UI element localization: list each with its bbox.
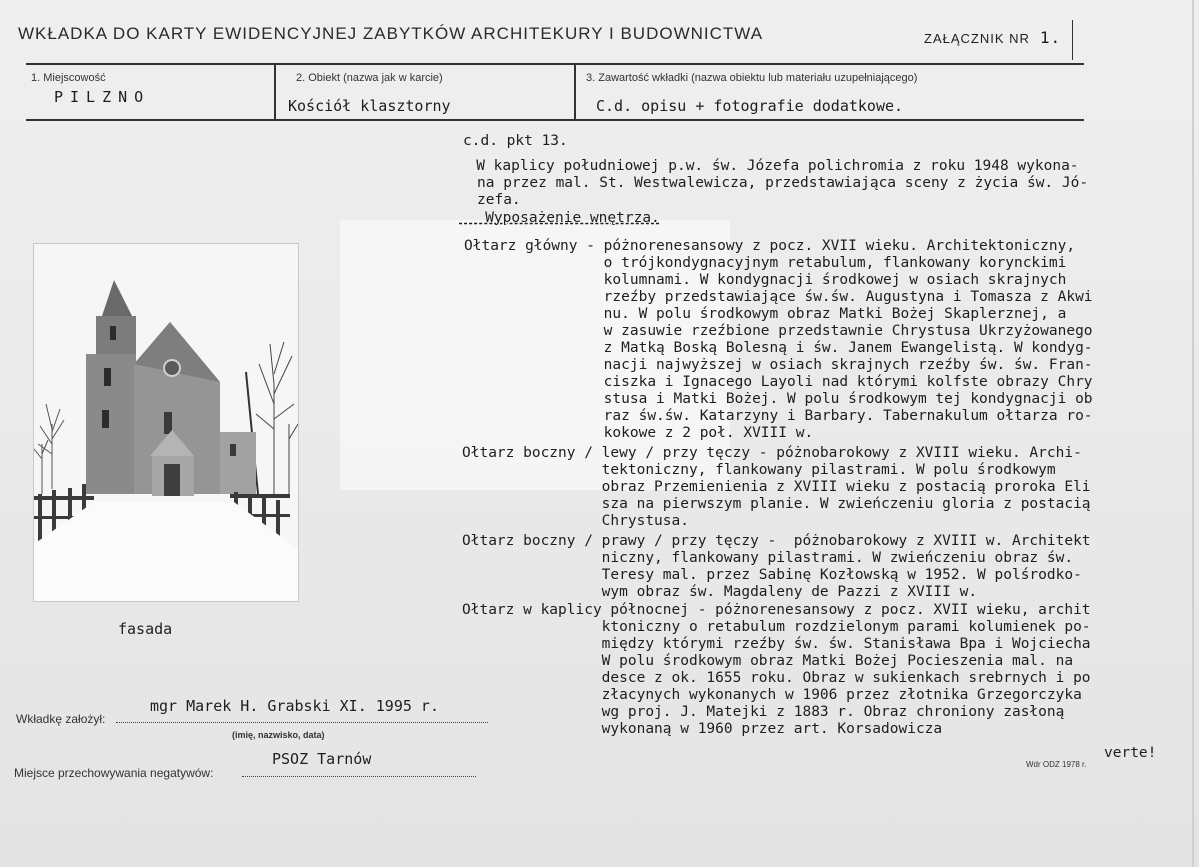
insert-author-hint: (imię, nazwisko, data) — [232, 730, 325, 740]
object-label: 2. Obiekt (nazwa jak w karcie) — [296, 72, 443, 84]
text-line: W kaplicy południowej p.w. św. Józefa polichromia z roku 1948 wykona- — [450, 158, 1079, 174]
print-note: Wdr ODZ 1978 r. — [1026, 760, 1087, 769]
field-divider-1 — [274, 63, 276, 120]
annex-number: 1. — [1039, 28, 1062, 47]
header-rule-top — [26, 63, 1084, 65]
text-line: c.d. pkt 13. — [463, 133, 568, 149]
document-title: WKŁADKA DO KARTY EWIDENCYJNEJ ZABYTKÓW ARCHITEKURY I BUDOWNICTWA — [18, 24, 764, 43]
text-line: Chrystusa. — [462, 513, 689, 529]
text-line: na przez mal. St. Westwalewicza, przedstawiająca sceny z życia św. Jó- — [477, 175, 1089, 191]
church-facade-photo — [33, 243, 299, 602]
text-line: ciszka i Ignacego Layoli nad którymi kolfste obrazy Chry — [464, 374, 1093, 390]
text-line: Ołtarz główny - póżnorenesansowy z pocz. XVII wieku. Architektoniczny, — [464, 238, 1076, 254]
text-line: stusa i Matki Bożej. W polu środkowym tej kondygnacji ob — [464, 391, 1093, 407]
text-line: Ołtarz w kaplicy północnej - póżnorenesansowy z pocz. XVII wieku, archit — [462, 602, 1091, 618]
insert-author-value: mgr Marek H. Grabski XI. 1995 r. — [150, 697, 439, 715]
text-line: wg proj. J. Matejki z 1883 r. Obraz chroniony zasłoną — [462, 704, 1065, 720]
locality-value: PILZNO — [54, 88, 151, 106]
field-divider-2 — [574, 63, 576, 120]
negatives-value: PSOZ Tarnów — [272, 750, 372, 768]
object-value: Kościół klasztorny — [288, 97, 451, 115]
text-line: ktoniczny o retabulum rozdzielonym parami kolumienek po- — [462, 619, 1091, 635]
text-line: sza na pierwszym planie. W zwieńczeniu gloria z postacią — [462, 496, 1091, 512]
annex-label-text: ZAŁĄCZNIK NR — [924, 31, 1030, 46]
text-line: nacji najwyższej w osiach skrajnych rzeźby św. św. Fran- — [464, 357, 1093, 373]
text-line: W polu środkowym obraz Matki Bożej Pocieszenia mal. na — [462, 653, 1074, 669]
negatives-label: Miejsce przechowywania negatywów: — [14, 766, 214, 780]
content-value: C.d. opisu + fotografie dodatkowe. — [596, 97, 904, 115]
verte-note: verte! — [1104, 745, 1157, 761]
scan-edge — [1192, 0, 1194, 867]
header-rule-bottom — [26, 119, 1084, 121]
text-line: kolumnami. W kondygnacji środkowej w osiach skrajnych — [464, 272, 1067, 288]
locality-label: 1. Miejscowość — [31, 72, 106, 84]
negatives-line — [242, 776, 476, 777]
text-line: obraz Przemienienia z XVIII wieku z postacią proroka Eli — [462, 479, 1091, 495]
text-line: z Matką Boską Bolesną i św. Janem Ewangelistą. W kondyg- — [464, 340, 1093, 356]
insert-author-label: Wkładkę założył: — [16, 712, 106, 726]
text-line: kokowe z 2 poł. XVIII w. — [464, 425, 814, 441]
text-line: rzeźby przedstawiające św.św. Augustyna i Tomasza z Akwi — [464, 289, 1093, 305]
text-line: Ołtarz boczny / prawy / przy tęczy - póżnobarokowy z XVIII w. Architekt — [462, 533, 1091, 549]
text-line: wykonaną w 1960 przez art. Korsadowicza — [462, 721, 943, 737]
text-line: między którymi rzeźby św. św. Stanisława Bpa i Wojciecha — [462, 636, 1091, 652]
section-heading: Wyposażenie wnętrza. — [459, 210, 660, 226]
annex-label — [924, 28, 1061, 47]
church-illustration — [34, 244, 298, 601]
text-line: nu. W polu środkowym obraz Matki Bożej Skaplerznej, a — [464, 306, 1067, 322]
text-line: niczny, flankowany pilastrami. W zwieńczeniu obraz św. — [462, 550, 1074, 566]
text-line: o trójkondygnacyjnym retabulum, flankowany korynckimi — [464, 255, 1067, 271]
content-label: 3. Zawartość wkładki (nazwa obiektu lub materiału uzupełniającego) — [586, 72, 918, 84]
text-line: tektoniczny, flankowany pilastrami. W polu środkowym — [462, 462, 1056, 478]
text-line: desce z ok. 1655 roku. Obraz w sukienkach srebrnych i po — [462, 670, 1091, 686]
text-line: w zasuwie rzeźbione przedstawnie Chrystusa Ukrzyżowanego — [464, 323, 1093, 339]
text-line: Ołtarz boczny / lewy / przy tęczy - póżnobarokowy z XVIII wieku. Archi- — [462, 445, 1082, 461]
text-line: wym obraz św. Magdaleny de Pazzi z XVIII w. — [462, 584, 978, 600]
text-line: raz św.św. Katarzyny i Barbary. Tabernakulum ołtarza ro- — [464, 408, 1093, 424]
photo-caption: fasada — [118, 620, 173, 638]
text-line: Teresy mal. przez Sabinę Kozłowską w 1952. W polśrodko- — [462, 567, 1082, 583]
text-line: zefa. — [477, 192, 521, 208]
insert-author-line — [116, 722, 488, 723]
annex-divider — [1072, 20, 1073, 60]
text-line: złacynych wykonanych w 1906 przez złotnika Grzegorczyka — [462, 687, 1082, 703]
